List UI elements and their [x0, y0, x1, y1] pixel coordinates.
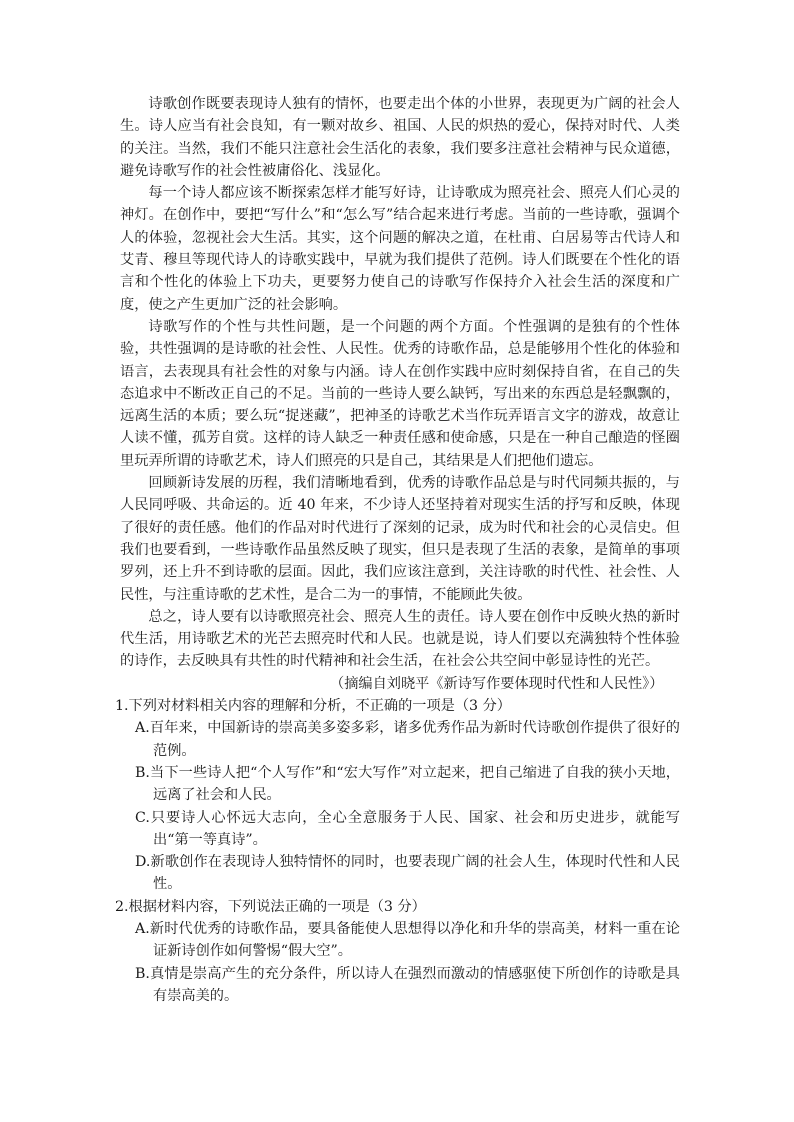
passage-paragraph-5: 总之，诗人要有以诗歌照亮社会、照亮人生的责任。诗人要在创作中反映火热的新时代生活，用诗歌艺术的光芒去照亮时代和人民。也就是说，诗人们要以充满独特个性体验的诗作，去反映具有共性的时代精神和社会生活，在社会公共空间中彰显诗性的光芒。 [120, 608, 680, 670]
question-1 [115, 695, 680, 896]
answer-option-c: C.只要诗人心怀远大志向，全心全意服务于人民、国家、社会和历史进步，就能写出“第一等真诗”。 [135, 809, 680, 848]
answer-option-b: B.当下一些诗人把“个人写作”和“宏大写作”对立起来，把自己缩进了自我的狭小天地，远离了社会和人民。 [135, 764, 680, 804]
passage-paragraph-2: 每一个诗人都应该不断探索怎样才能写好诗，让诗歌成为照亮社会、照亮人们心灵的神灯。在创作中，要把“写什么”和“怎么写”结合起来进行考虑。当前的一些诗歌，强调个人的体验，忽视社会大生活。其实，这个问题的解决之道，在杜甫、白居易等古代诗人和艾青、穆旦等现代诗人的诗歌实践中，早就为我们提供了范例。诗人们既要在个性化的语言和个性化的体验上下功夫，更要努力使自己的诗歌写作保持介入社会生活的深度和广度，使之产生更加广泛的社会影响。 [120, 185, 680, 313]
answer-option-a: A.新时代优秀的诗歌作品，要具备能使人思想得以净化和升华的崇高美，材料一重在论证新诗创作如何警惕“假大空”。 [135, 920, 680, 960]
question-2 [115, 896, 680, 1007]
reading-passage [120, 93, 680, 695]
passage-paragraph-3: 诗歌写作的个性与共性问题，是一个问题的两个方面。个性强调的是独有的个性体验，共性强调的是诗歌的社会性、人民性。优秀的诗歌作品，总是能够用个性化的体验和语言，去表现具有社会性的对象与内涵。诗人在创作实践中应时刻保持自省，在自己的失态追求中不断改正自己的不足。当前的一些诗人要么缺钙，写出来的东西总是轻飘飘的，远离生活的本质；要么玩“捉迷藏”，把神圣的诗歌艺术当作玩弄语言文字的游戏，故意让人读不懂，孤芳自赏。这样的诗人缺乏一种责任感和使命感，只是在一种自己酿造的怪圈里玩弄所谓的诗歌艺术，诗人们照亮的只是自己，其结果是人们把他们遗忘。 [120, 318, 680, 469]
passage-source: （摘编自刘晓平《新诗写作要体现时代性和人民性》） [330, 675, 664, 692]
question-stem: 2.根据材料内容，下列说法正确的一项是（3 分） [115, 898, 426, 915]
answer-option-d: D.新歌创作在表现诗人独特情怀的同时，也要表现广阔的社会人生，体现时代性和人民性。 [135, 854, 680, 893]
exam-page [115, 93, 680, 1007]
answer-option-a: A.百年来，中国新诗的崇高美多姿多彩，诸多优秀作品为新时代诗歌创作提供了很好的范例。 [135, 720, 680, 759]
answer-option-b: B.真情是崇高产生的充分条件，所以诗人在强烈而激动的情感驱使下所创作的诗歌是具有崇高美的。 [135, 965, 680, 1004]
passage-paragraph-1: 诗歌创作既要表现诗人独有的情怀，也要走出个体的小世界，表现更为广阔的社会人生。诗人应当有社会良知，有一颗对故乡、祖国、人民的炽热的爱心，保持对时代、人类的关注。当然，我们不能只注意社会生活化的表象，我们要多注意社会精神与民众道德，避免诗歌写作的社会性被庸俗化、浅显化。 [120, 96, 680, 179]
passage-paragraph-4: 回顾新诗发展的历程，我们清晰地看到，优秀的诗歌作品总是与时代同频共振的，与人民同呼吸、共命运的。近 40 年来，不少诗人还坚持着对现实生活的抒写和反映，体现了很好的责任感。他们的作品对时代进行了深刻的记录，成为时代和社会的心灵信史。但我们也要看到，一些诗歌作品虽然反映了现实，但只是表现了生活的表象，是简单的事项罗列，还上升不到诗歌的层面。因此，我们应该注意到，关注诗歌的时代性、社会性、人民性，与注重诗歌的艺术性，是合二为一的事情，不能顾此失彼。 [120, 475, 680, 603]
question-stem: 1.下列对材料相关内容的理解和分析，不正确的一项是（3 分） [115, 698, 511, 715]
